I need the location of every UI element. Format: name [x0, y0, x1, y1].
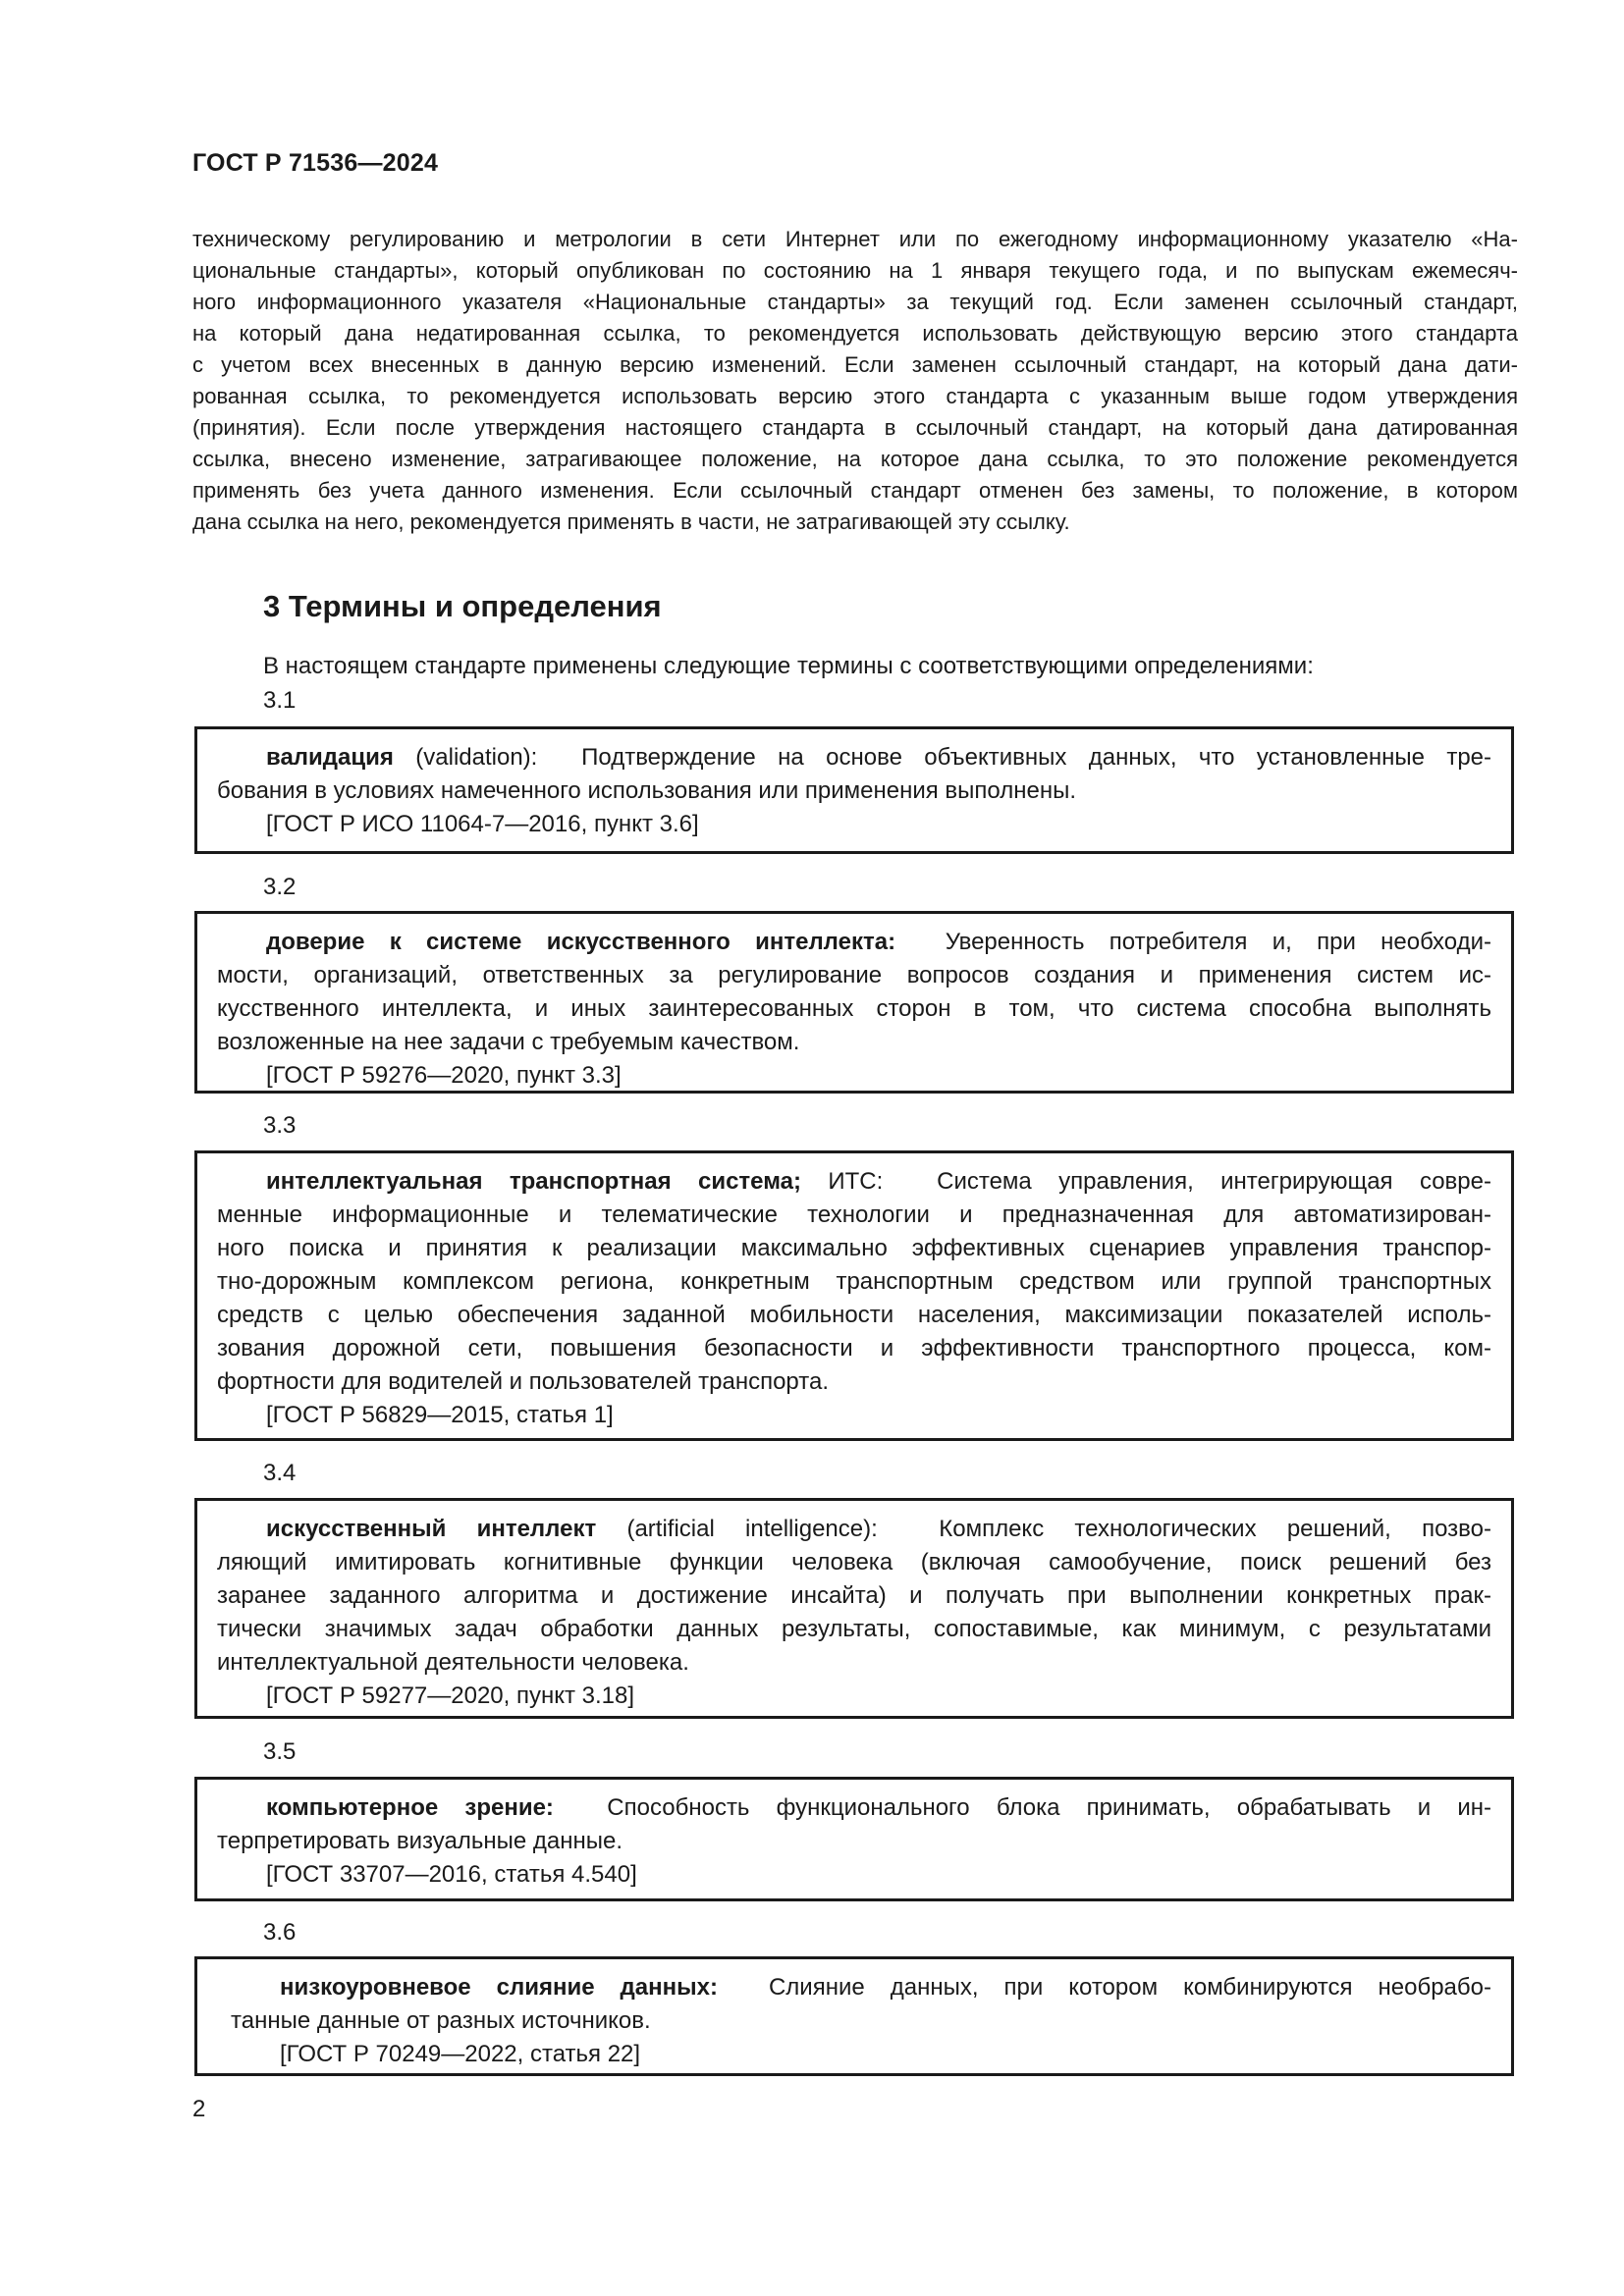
intro-line: на который дана недатированная ссылка, то рекомендуется использовать действующую версию этого стандарта [192, 321, 1518, 346]
term-source: [ГОСТ Р 59276—2020, пункт 3.3] [266, 1062, 622, 1089]
definition-line: менные информационные и телематические технологии и предназначенная для автоматизирован- [217, 1201, 1491, 1228]
term-qualifier: (artificial intelligence): [596, 1516, 878, 1542]
intro-paragraph [192, 224, 1518, 538]
definition-line: зования дорожной сети, повышения безопасности и эффективности транспортного процесса, ком- [217, 1335, 1491, 1362]
term-definition-box [194, 1150, 1514, 1441]
page-number: 2 [192, 2096, 206, 2122]
intro-line: циональные стандарты», который опубликован по состоянию на 1 января текущего года, и по выпускам ежемесяч- [192, 258, 1518, 283]
intro-line: с учетом всех внесенных в данную версию изменений. Если заменен ссылочный стандарт, на который дана дати- [192, 352, 1518, 377]
definition-line: тно-дорожным комплексом региона, конкретным транспортным средством или группой транспортных [217, 1268, 1491, 1295]
term-name: интеллектуальная транспортная система; [266, 1168, 801, 1195]
term-source: [ГОСТ Р 59277—2020, пункт 3.18] [266, 1682, 635, 1709]
section-lead: В настоящем стандарте применены следующие термины с соответствующими определениями: [263, 653, 1314, 679]
term-source: [ГОСТ 33707—2016, статья 4.540] [266, 1861, 637, 1888]
term-number: 3.2 [263, 874, 297, 900]
term-name: компьютерное зрение: [266, 1794, 554, 1821]
intro-line: ссылка, внесено изменение, затрагивающее положение, на которое дана ссылка, то это положение рекомендуется [192, 447, 1518, 471]
definition-line: мости, организаций, ответственных за регулирование вопросов создания и применения систем ис- [217, 962, 1491, 988]
term-name: низкоуровневое слияние данных: [280, 1974, 718, 2001]
intro-line: дана ссылка на него, рекомендуется применять в части, не затрагивающей эту ссылку. [192, 509, 1070, 534]
section-title: 3 Термины и определения [263, 589, 662, 623]
definition-text: Уверенность потребителя и, при необходи- [945, 929, 1492, 955]
term-definition-box [194, 726, 1514, 854]
definition-line: заранее заданного алгоритма и достижение инсайта) и получать при выполнении конкретных прак- [217, 1582, 1491, 1609]
definition-text: Комплекс технологических решений, позво- [939, 1516, 1491, 1542]
definition-line: кусственного интеллекта, и иных заинтересованных сторон в том, что система способна выполнять [217, 995, 1491, 1022]
term-source: [ГОСТ Р ИСО 11064-7—2016, пункт 3.6] [266, 811, 699, 837]
term-source: [ГОСТ Р 70249—2022, статья 22] [280, 2041, 641, 2067]
definition-line: ляющий имитировать когнитивные функции человека (включая самообучение, поиск решений без [217, 1549, 1491, 1575]
definition-text: Подтверждение на основе объективных данных, что установленные тре- [581, 744, 1492, 771]
definition-line: ного поиска и принятия к реализации максимально эффективных сценариев управления транспор- [217, 1235, 1491, 1261]
definition-text: Способность функционального блока принимать, обрабатывать и ин- [607, 1794, 1492, 1821]
term-number: 3.6 [263, 1919, 297, 1946]
term-definition-box [194, 1498, 1514, 1719]
definition-line: средств с целью обеспечения заданной мобильности населения, максимизации показателей исполь- [217, 1302, 1491, 1328]
term-name: искусственный интеллект [266, 1516, 597, 1542]
definition-line [217, 1791, 1491, 1825]
definition-line: возложенные на нее задачи с требуемым качеством. [217, 1029, 800, 1055]
term-definition-box [194, 1956, 1514, 2076]
definition-text: Слияние данных, при котором комбинируются необрабо- [768, 1974, 1491, 2001]
running-header: ГОСТ Р 71536—2024 [192, 149, 439, 177]
term-number: 3.5 [263, 1738, 297, 1765]
term-definition-box [194, 911, 1514, 1094]
term-number: 3.3 [263, 1112, 297, 1139]
term-qualifier: (validation): [393, 744, 538, 771]
definition-line: тически значимых задач обработки данных результаты, сопоставимые, как минимум, с результатами [217, 1616, 1491, 1642]
definition-line [217, 1971, 1491, 2004]
term-definition-box [194, 1777, 1514, 1901]
definition-line: терпретировать визуальные данные. [217, 1828, 623, 1854]
definition-line: интеллектуальной деятельности человека. [217, 1649, 689, 1676]
intro-line: применять без учета данного изменения. Если ссылочный стандарт отменен без замены, то положение, в котором [192, 478, 1518, 503]
intro-line: техническому регулированию и метрологии в сети Интернет или по ежегодному информационному указателю «На- [192, 227, 1518, 251]
definition-line: фортности для водителей и пользователей транспорта. [217, 1368, 829, 1395]
term-number: 3.1 [263, 687, 297, 714]
term-source: [ГОСТ Р 56829—2015, статья 1] [266, 1402, 614, 1428]
term-name: доверие к системе искусственного интеллекта: [266, 929, 896, 955]
definition-line [217, 926, 1491, 959]
intro-line: рованная ссылка, то рекомендуется использовать версию этого стандарта с указанным выше годом утверждения [192, 384, 1518, 408]
term-number: 3.4 [263, 1460, 297, 1486]
definition-line [217, 741, 1491, 774]
definition-line [217, 1165, 1491, 1199]
definition-text: Система управления, интегрирующая совре- [937, 1168, 1491, 1195]
intro-line: (принятия). Если после утверждения настоящего стандарта в ссылочный стандарт, на который дана датированная [192, 415, 1518, 440]
definition-line: бования в условиях намеченного использования или применения выполнены. [217, 777, 1077, 804]
intro-line: ного информационного указателя «Национальные стандарты» за текущий год. Если заменен ссылочный стандарт, [192, 290, 1518, 314]
term-name: валидация [266, 744, 394, 771]
definition-line [217, 1513, 1491, 1546]
term-qualifier: ИТС: [800, 1168, 884, 1195]
definition-line: танные данные от разных источников. [231, 2007, 651, 2034]
